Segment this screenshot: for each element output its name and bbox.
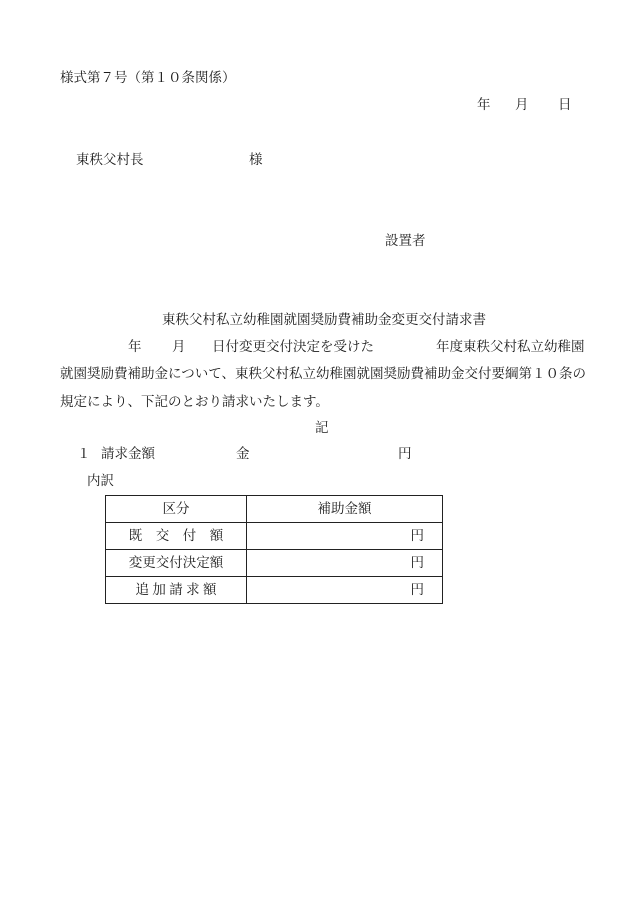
body-line1-day-text: 日付変更交付決定を受けた <box>212 339 374 354</box>
request-amount-unit: 円 <box>398 446 412 461</box>
body-line1-year: 年 <box>128 339 142 354</box>
row-category: 既 交 付 額 <box>106 523 247 550</box>
body-line3: 規定により、下記のとおり請求いたします。 <box>60 394 329 409</box>
request-number: １ <box>77 446 91 461</box>
breakdown-label: 内訳 <box>87 473 114 488</box>
date-day-label: 日 <box>558 97 572 112</box>
form-number: 様式第７号（第１０条関係） <box>60 70 236 85</box>
addressee-honorific: 様 <box>249 152 263 167</box>
table-row <box>106 577 443 604</box>
applicant-label: 設置者 <box>385 233 426 248</box>
body-line1-month: 月 <box>172 339 186 354</box>
addressee-name: 東秩父村長 <box>76 152 144 167</box>
date-month-label: 月 <box>515 97 529 112</box>
request-amount-prefix: 金 <box>236 446 250 461</box>
row-amount-unit: 円 <box>247 523 443 550</box>
date-year-label: 年 <box>477 97 491 112</box>
row-amount-unit: 円 <box>247 577 443 604</box>
document-title: 東秩父村私立幼稚園就園奨励費補助金変更交付請求書 <box>162 312 486 327</box>
body-line2: 就園奨励費補助金について、東秩父村私立幼稚園就園奨励費補助金交付要綱第１０条の <box>60 366 586 381</box>
header-amount: 補助金額 <box>247 496 443 523</box>
body-line1-fiscal-text: 年度東秩父村私立幼稚園 <box>436 339 585 354</box>
breakdown-table <box>105 495 443 604</box>
row-category: 追 加 請 求 額 <box>106 577 247 604</box>
ki-heading: 記 <box>315 420 329 435</box>
row-category: 変更交付決定額 <box>106 550 247 577</box>
header-category: 区分 <box>106 496 247 523</box>
row-amount-unit: 円 <box>247 550 443 577</box>
table-row <box>106 523 443 550</box>
table-row <box>106 550 443 577</box>
request-label: 請求金額 <box>101 446 155 461</box>
table-header-row <box>106 496 443 523</box>
